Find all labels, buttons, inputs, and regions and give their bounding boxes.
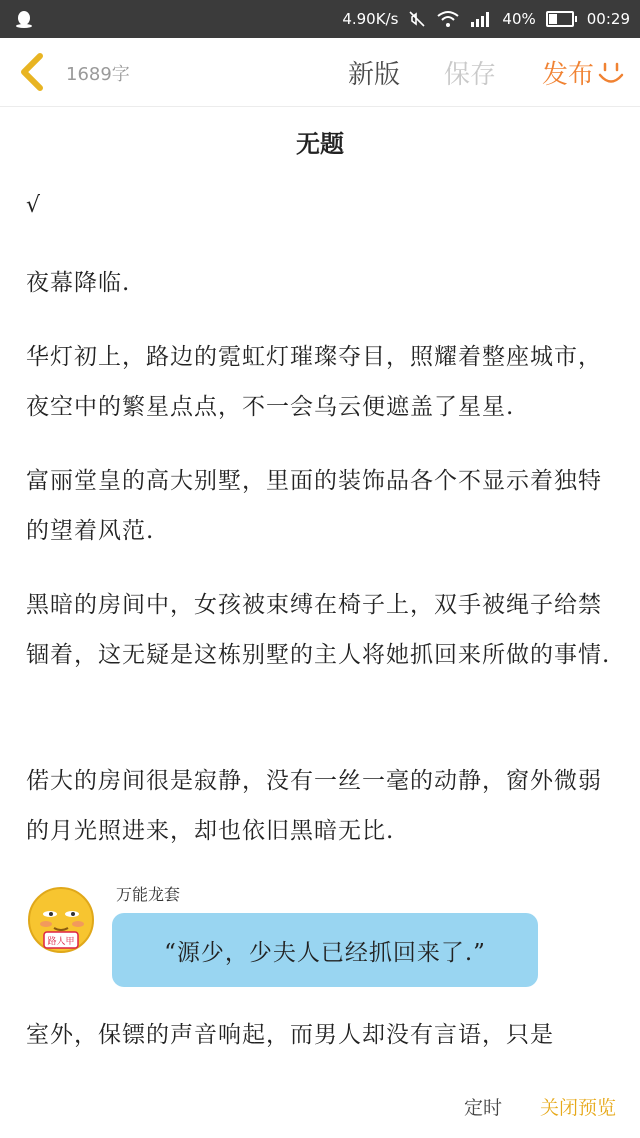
save-button[interactable]: 保存	[444, 60, 497, 90]
paragraph: 华灯初上，路边的霓虹灯璀璨夺目，照耀着整座城市，夜空中的繁星点点，不一会乌云便遮盖了星星.	[26, 344, 602, 420]
dialog-bubble	[112, 913, 538, 987]
check-mark: √	[26, 193, 41, 218]
publish-button[interactable]: 发布	[542, 60, 595, 90]
back-arrow-icon[interactable]	[14, 52, 50, 92]
avatar-badge-label: 路人甲	[47, 937, 75, 947]
paragraph: 黑暗的房间中，女孩被束缚在椅子上，双手被绳子给禁锢着，这无疑是这栋别墅的主人将她抓回来所做的事情.	[26, 592, 611, 668]
close-preview-button[interactable]: 关闭预览	[540, 1097, 617, 1119]
dialog-text: “源少，少夫人已经抓回来了.”	[164, 939, 486, 966]
word-count: 1689字	[66, 64, 130, 85]
dialog-speaker: 万能龙套	[116, 885, 181, 904]
status-bar	[0, 0, 640, 38]
paragraph: 富丽堂皇的高大别墅，里面的装饰品各个不显示着独特的望着风范.	[26, 468, 602, 544]
editor-header	[0, 38, 640, 107]
paragraph: 偌大的房间很是寂静，没有一丝一毫的动静，窗外微弱的月光照进来，却也依旧黑暗无比.	[26, 768, 602, 844]
battery-icon	[546, 11, 577, 27]
network-speed: 4.90K/s	[342, 10, 399, 28]
qq-icon	[14, 9, 34, 29]
new-version-button[interactable]: 新版	[348, 60, 401, 90]
mute-icon	[408, 10, 426, 28]
character-avatar	[22, 884, 100, 962]
timer-button[interactable]: 定时	[464, 1097, 503, 1119]
signal-icon	[470, 11, 492, 27]
paragraph: 室外，保镖的声音响起，而男人却没有言语，只是	[26, 1022, 554, 1048]
document-title: 无题	[296, 129, 344, 158]
clock: 00:29	[586, 10, 630, 28]
paragraph: 夜幕降临.	[26, 270, 131, 296]
wifi-icon	[436, 10, 460, 28]
battery-percent: 40%	[502, 10, 536, 28]
smile-icon[interactable]	[596, 58, 626, 88]
